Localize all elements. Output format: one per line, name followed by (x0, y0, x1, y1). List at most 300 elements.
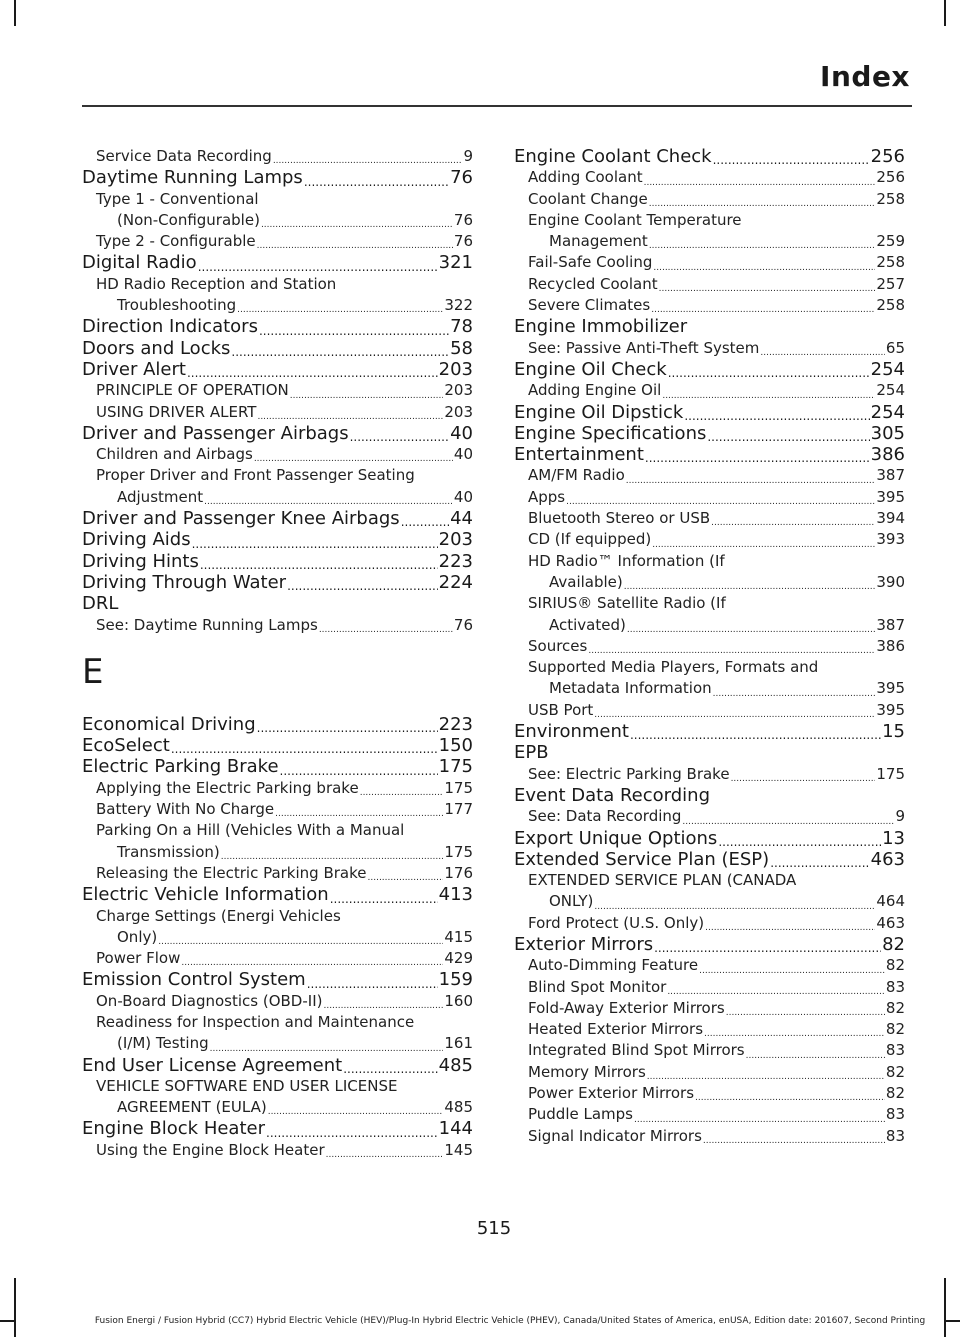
index-entry (82, 167, 473, 188)
entry-label: Metadata Information (549, 679, 712, 698)
index-entry (82, 338, 473, 359)
entry-label: (Non-Configurable) (117, 210, 260, 229)
dot-leader (261, 219, 453, 231)
entry-page-number: 395 (876, 679, 905, 698)
index-subentry (514, 1062, 905, 1083)
entry-page-number: 175 (444, 778, 473, 797)
index-entry (514, 444, 905, 465)
index-subentry (82, 991, 473, 1012)
index-subentry: Parking On a Hill (Vehicles With a Manual (96, 821, 405, 840)
entry-label: Driver and Passenger Knee Airbags (82, 508, 400, 530)
entry-page-number: 203 (444, 402, 473, 421)
entry-page-number: 203 (438, 358, 473, 380)
entry-label: Activated) (549, 615, 626, 634)
entry-label: Adding Coolant (528, 168, 643, 187)
dot-leader (171, 742, 438, 756)
dot-leader (268, 1106, 444, 1118)
dot-leader (647, 1071, 885, 1083)
dot-leader (237, 304, 443, 316)
index-subentry (514, 167, 905, 188)
index-subentry (82, 231, 473, 252)
index-subentry (514, 529, 905, 550)
index-entry (514, 934, 905, 955)
index-subentry (514, 1083, 905, 1104)
dot-leader (200, 558, 438, 572)
entry-label: Applying the Electric Parking brake (96, 778, 359, 797)
entry-page-number: 485 (444, 1098, 473, 1117)
index-subentry (82, 778, 473, 799)
entry-label: Blind Spot Monitor (528, 977, 667, 996)
dot-leader (254, 453, 453, 465)
entry-page-number: 395 (876, 487, 905, 506)
crop-mark-top-left (14, 0, 16, 26)
dot-leader (704, 1028, 885, 1040)
entry-page-number: 386 (876, 636, 905, 655)
dot-leader (645, 451, 870, 465)
dot-leader (770, 856, 869, 870)
index-subentry (514, 231, 905, 252)
page-number: 515 (476, 1218, 512, 1239)
dot-leader (718, 835, 881, 849)
page-title: Index (820, 60, 910, 93)
entry-label: Export Unique Options (514, 827, 718, 849)
dot-leader (401, 515, 449, 529)
entry-label: Apps (528, 487, 566, 506)
entry-page-number: 464 (876, 892, 905, 911)
dot-leader (594, 901, 875, 913)
entry-page-number: 203 (444, 381, 473, 400)
index-subentry (82, 295, 473, 316)
entry-page-number: 322 (444, 296, 473, 315)
dot-leader (287, 579, 438, 593)
index-entry (82, 508, 473, 529)
dot-leader (360, 787, 444, 799)
entry-page-number: 76 (453, 232, 473, 251)
index-subentry: Engine Coolant Temperature (528, 210, 742, 229)
dot-leader (221, 851, 444, 863)
index-subentry (514, 189, 905, 210)
dot-leader (566, 496, 875, 508)
entry-label: Entertainment (514, 444, 644, 466)
entry-label: Battery With No Charge (96, 800, 275, 819)
dot-leader (368, 872, 444, 884)
entry-page-number: 390 (876, 572, 905, 591)
index-entry (82, 359, 473, 380)
entry-page-number: 257 (876, 274, 905, 293)
entry-page-number: 176 (444, 863, 473, 882)
dot-leader (713, 153, 870, 167)
index-subentry: Type 1 - Conventional (96, 189, 259, 208)
entry-page-number: 82 (885, 1062, 905, 1081)
entry-page-number: 259 (876, 232, 905, 251)
entry-label: Daytime Running Lamps (82, 167, 303, 189)
entry-page-number: 394 (876, 509, 905, 528)
index-entry (514, 423, 905, 444)
entry-page-number: 387 (876, 615, 905, 634)
index-entry (514, 359, 905, 380)
entry-page-number: 82 (885, 1020, 905, 1039)
index-subentry (82, 1097, 473, 1118)
index-heading: EPB (514, 742, 549, 764)
dot-leader (350, 430, 449, 444)
entry-label: Service Data Recording (96, 147, 272, 165)
index-subentry (82, 799, 473, 820)
index-subentry (82, 1140, 473, 1161)
entry-label: Adjustment (117, 487, 204, 506)
dot-leader (746, 1050, 885, 1062)
entry-label: Bluetooth Stereo or USB (528, 509, 711, 528)
entry-label: Driving Hints (82, 550, 199, 572)
index-subentry (514, 955, 905, 976)
entry-label: Power Exterior Mirrors (528, 1084, 695, 1103)
entry-label: Puddle Lamps (528, 1105, 633, 1124)
index-entry (514, 402, 905, 423)
entry-page-number: 9 (463, 147, 473, 165)
index-entry (82, 735, 473, 756)
dot-leader (307, 977, 438, 991)
entry-page-number: 83 (885, 1105, 905, 1124)
entry-page-number: 254 (870, 358, 905, 380)
entry-label: Direction Indicators (82, 316, 258, 338)
dot-leader (703, 1135, 885, 1147)
entry-label: Electric Parking Brake (82, 756, 279, 778)
dot-leader (275, 808, 443, 820)
index-subentry (514, 700, 905, 721)
index-entry (82, 551, 473, 572)
entry-label: Engine Oil Check (514, 358, 667, 380)
entry-label: Engine Oil Dipstick (514, 401, 684, 423)
index-entry (514, 721, 905, 742)
dot-leader (705, 922, 875, 934)
index-entry (82, 969, 473, 990)
dot-leader (624, 581, 876, 593)
index-subentry (514, 998, 905, 1019)
dot-leader (682, 816, 894, 828)
entry-label: Recycled Coolant (528, 274, 658, 293)
index-entry (82, 884, 473, 905)
dot-leader (326, 1149, 444, 1161)
entry-page-number: 415 (444, 927, 473, 946)
entry-label: Coolant Change (528, 189, 648, 208)
index-subentry: HD Radio Reception and Station (96, 274, 337, 293)
dot-leader (257, 411, 443, 423)
index-subentry (82, 615, 473, 636)
entry-page-number: 161 (444, 1034, 473, 1053)
index-heading: Event Data Recording (514, 784, 711, 806)
dot-leader (644, 177, 876, 189)
index-subentry (514, 380, 905, 401)
index-subentry (82, 1033, 473, 1054)
entry-label: On-Board Diagnostics (OBD-II) (96, 991, 323, 1010)
entry-label: Heated Exterior Mirrors (528, 1020, 704, 1039)
dot-leader (760, 347, 885, 359)
entry-label: Fail-Safe Cooling (528, 253, 653, 272)
entry-page-number: 144 (438, 1118, 473, 1140)
entry-label: Ford Protect (U.S. Only) (528, 913, 705, 932)
dot-leader (627, 624, 876, 636)
dot-leader (684, 409, 869, 423)
dot-leader (662, 390, 875, 402)
entry-page-number: 175 (444, 842, 473, 861)
entry-page-number: 254 (876, 381, 905, 400)
index-subentry (82, 863, 473, 884)
dot-leader (654, 941, 881, 955)
dot-leader (257, 721, 438, 735)
entry-page-number: 44 (450, 508, 473, 530)
dot-leader (726, 1007, 885, 1019)
index-subentry (514, 636, 905, 657)
index-subentry (82, 146, 473, 167)
entry-page-number: 175 (876, 764, 905, 783)
entry-page-number: 177 (444, 800, 473, 819)
entry-page-number: 40 (453, 445, 473, 464)
entry-page-number: 83 (885, 1126, 905, 1145)
dot-leader (699, 965, 885, 977)
entry-page-number: 429 (444, 949, 473, 968)
dot-leader (231, 345, 449, 359)
dot-leader (280, 764, 438, 778)
entry-label: Driver Alert (82, 358, 186, 380)
index-subentry (514, 508, 905, 529)
index-subentry (514, 338, 905, 359)
entry-label: Troubleshooting (117, 296, 237, 315)
entry-label: Auto-Dimming Feature (528, 956, 699, 975)
entry-page-number: 145 (444, 1140, 473, 1159)
entry-page-number: 76 (453, 615, 473, 634)
crop-mark-bottom-right (944, 1278, 946, 1337)
entry-label: See: Electric Parking Brake (528, 764, 730, 783)
index-subentry (514, 295, 905, 316)
dot-leader (668, 366, 870, 380)
index-subentry (82, 842, 473, 863)
entry-label: See: Daytime Running Lamps (96, 615, 318, 634)
entry-label: Integrated Blind Spot Mirrors (528, 1041, 745, 1060)
index-entry (82, 714, 473, 735)
entry-label: Memory Mirrors (528, 1062, 646, 1081)
index-entry (82, 529, 473, 550)
entry-page-number: 321 (438, 252, 473, 274)
index-entry (514, 849, 905, 870)
entry-label: End User License Agreement (82, 1054, 343, 1076)
index-subentry (82, 927, 473, 948)
entry-label: USING DRIVER ALERT (96, 402, 257, 421)
index-subentry (514, 891, 905, 912)
entry-label: Management (549, 232, 648, 251)
index-subentry (514, 977, 905, 998)
entry-label: EcoSelect (82, 735, 170, 757)
dot-leader (210, 1043, 444, 1055)
index-column-right (514, 146, 905, 1147)
entry-label: Type 2 - Configurable (96, 232, 256, 251)
entry-label: Fold-Away Exterior Mirrors (528, 998, 725, 1017)
entry-label: ONLY) (549, 892, 594, 911)
dot-leader (634, 1114, 885, 1126)
index-subentry (514, 252, 905, 273)
entry-page-number: 386 (870, 444, 905, 466)
entry-label: See: Data Recording (528, 807, 682, 826)
dot-leader (659, 283, 876, 295)
entry-page-number: 82 (885, 1084, 905, 1103)
index-subentry (82, 380, 473, 401)
entry-page-number: 15 (882, 721, 905, 743)
title-divider (82, 105, 912, 107)
entry-page-number: 463 (870, 848, 905, 870)
index-subentry (82, 487, 473, 508)
index-heading: DRL (82, 593, 119, 615)
dot-leader (266, 1126, 438, 1140)
entry-page-number: 82 (885, 956, 905, 975)
entry-page-number: 40 (450, 422, 473, 444)
index-entry (82, 572, 473, 593)
index-subentry (514, 1126, 905, 1147)
entry-label: See: Passive Anti-Theft System (528, 338, 760, 357)
entry-page-number: 150 (438, 735, 473, 757)
entry-label: Available) (549, 572, 623, 591)
dot-leader (667, 986, 885, 998)
dot-leader (330, 892, 438, 906)
entry-label: Transmission) (117, 842, 220, 861)
entry-page-number: 83 (885, 977, 905, 996)
entry-page-number: 13 (882, 827, 905, 849)
dot-leader (713, 688, 876, 700)
entry-label: Doors and Locks (82, 337, 231, 359)
entry-page-number: 254 (870, 401, 905, 423)
index-entry (82, 756, 473, 777)
index-subentry (82, 948, 473, 969)
entry-label: Engine Specifications (514, 422, 707, 444)
entry-page-number: 395 (876, 700, 905, 719)
entry-page-number: 58 (450, 337, 473, 359)
index-heading: Engine Immobilizer (514, 316, 688, 338)
index-subentry (82, 210, 473, 231)
dot-leader (695, 1092, 885, 1104)
entry-page-number: 76 (450, 167, 473, 189)
dot-leader (187, 366, 438, 380)
entry-label: Driving Through Water (82, 571, 287, 593)
dot-leader (257, 240, 453, 252)
dot-leader (649, 240, 876, 252)
dot-leader (259, 324, 449, 338)
index-subentry (514, 764, 905, 785)
entry-label: AM/FM Radio (528, 466, 625, 485)
entry-label: Releasing the Electric Parking Brake (96, 863, 367, 882)
crop-mark-bottom-left (14, 1278, 16, 1337)
dot-leader (711, 517, 875, 529)
entry-page-number: 82 (885, 998, 905, 1017)
entry-page-number: 256 (870, 146, 905, 167)
entry-page-number: 393 (876, 530, 905, 549)
index-subentry (514, 1040, 905, 1061)
entry-label: Sources (528, 636, 588, 655)
entry-label: Using the Engine Block Heater (96, 1140, 325, 1159)
dot-leader (630, 728, 881, 742)
index-subentry: SIRIUS® Satellite Radio (If (528, 594, 726, 613)
entry-page-number: 224 (438, 571, 473, 593)
index-subentry (514, 465, 905, 486)
index-subentry (514, 1019, 905, 1040)
dot-leader (158, 936, 443, 948)
entry-page-number: 258 (876, 253, 905, 272)
entry-page-number: 65 (885, 338, 905, 357)
entry-page-number: 223 (438, 713, 473, 735)
entry-label: PRINCIPLE OF OPERATION (96, 381, 289, 400)
index-entry (82, 1055, 473, 1076)
entry-page-number: 203 (438, 529, 473, 551)
entry-label: Economical Driving (82, 713, 256, 735)
dot-leader (707, 430, 869, 444)
entry-label: Driver and Passenger Airbags (82, 422, 349, 444)
entry-label: Power Flow (96, 949, 181, 968)
entry-label: USB Port (528, 700, 594, 719)
entry-label: Children and Airbags (96, 445, 253, 464)
entry-page-number: 160 (444, 991, 473, 1010)
entry-label: CD (If equipped) (528, 530, 652, 549)
dot-leader (343, 1062, 437, 1076)
entry-label: Engine Coolant Check (514, 146, 712, 167)
entry-page-number: 78 (450, 316, 473, 338)
index-entry (514, 146, 905, 167)
index-entry (82, 252, 473, 273)
index-subentry (514, 615, 905, 636)
index-subentry (514, 806, 905, 827)
entry-page-number: 305 (870, 422, 905, 444)
dot-leader (653, 262, 875, 274)
entry-page-number: 258 (876, 189, 905, 208)
entry-page-number: 40 (453, 487, 473, 506)
entry-label: Engine Block Heater (82, 1118, 265, 1140)
entry-page-number: 387 (876, 466, 905, 485)
dot-leader (204, 496, 453, 508)
entry-page-number: 82 (882, 933, 905, 955)
entry-page-number: 76 (453, 210, 473, 229)
footer-text: Fusion Energi / Fusion Hybrid (CC7) Hybrid Electric Vehicle (HEV)/Plug-In Hybrid Electric Vehicle (PHEV), Canada/United States of America, enUSA, Edition date: 201607, Second Printing (94, 1316, 926, 1326)
index-entry (514, 828, 905, 849)
dot-leader (198, 260, 438, 274)
entry-page-number: 485 (438, 1054, 473, 1076)
dot-leader (192, 537, 438, 551)
index-entry (82, 423, 473, 444)
entry-page-number: 175 (438, 756, 473, 778)
index-subentry: VEHICLE SOFTWARE END USER LICENSE (96, 1076, 398, 1095)
entry-label: Driving Aids (82, 529, 191, 551)
dot-leader (652, 539, 875, 551)
dot-leader (181, 957, 443, 969)
dot-leader (290, 390, 444, 402)
index-subentry (82, 444, 473, 465)
section-letter: E (82, 651, 104, 692)
entry-label: AGREEMENT (EULA) (117, 1098, 267, 1117)
entry-label: Exterior Mirrors (514, 933, 654, 955)
entry-label: Emission Control System (82, 969, 306, 991)
entry-page-number: 9 (895, 807, 905, 826)
index-subentry (514, 274, 905, 295)
dot-leader (651, 304, 875, 316)
index-subentry: Readiness for Inspection and Maintenance (96, 1012, 415, 1031)
entry-page-number: 159 (438, 969, 473, 991)
entry-page-number: 83 (885, 1041, 905, 1060)
index-subentry (514, 572, 905, 593)
index-column-left (82, 146, 473, 1161)
entry-page-number: 258 (876, 296, 905, 315)
dot-leader (323, 1000, 443, 1012)
index-subentry: EXTENDED SERVICE PLAN (CANADA (528, 871, 797, 890)
dot-leader (626, 475, 876, 487)
dot-leader (731, 773, 876, 785)
entry-page-number: 256 (876, 168, 905, 187)
entry-label: Extended Service Plan (ESP) (514, 848, 770, 870)
entry-label: Only) (117, 927, 158, 946)
dot-leader (304, 175, 449, 189)
